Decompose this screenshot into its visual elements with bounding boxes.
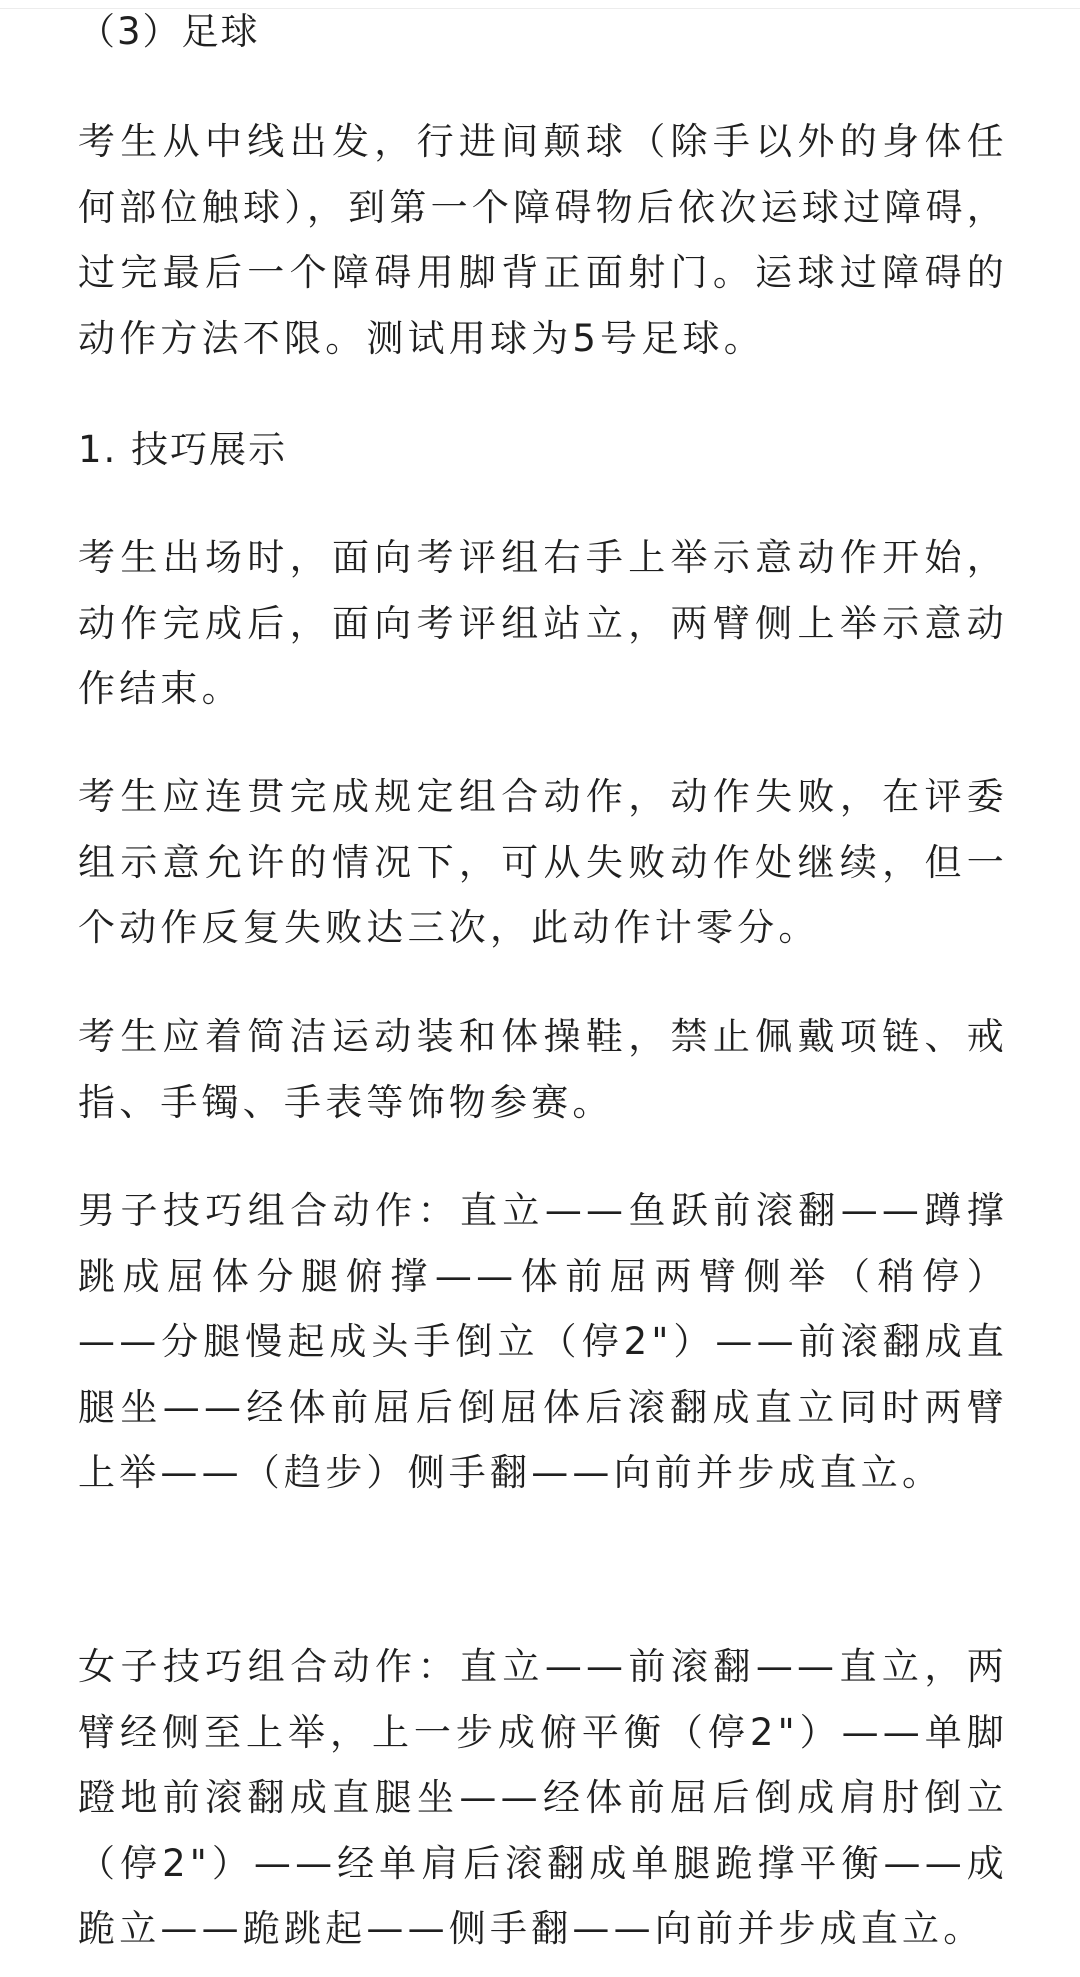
section-heading-football: （3）足球 <box>78 10 260 53</box>
football-rules-paragraph: 考生从中线出发，行进间颠球（除手以外的身体任何部位触球），到第一个障碍物后依次运球过障碍，过完最后一个障碍用脚背正面射门。运球过障碍的动作方法不限。测试用球为5号足球。 <box>78 120 1008 360</box>
female-combination-paragraph: 女子技巧组合动作：直立——前滚翻——直立，两臂经侧至上举，上一步成俯平衡（停2"）——单脚蹬地前滚翻成直腿坐——经体前屈后倒成肩肘倒立（停2"）——经单肩后滚翻成单腿跪撑平衡——成跪立——跪跳起——侧手翻——向前并步成直立。 <box>78 1645 1008 1950</box>
failure-rule-paragraph: 考生应连贯完成规定组合动作，动作失败，在评委组示意允许的情况下，可从失败动作处继续，但一个动作反复失败达三次，此动作计零分。 <box>78 775 1008 949</box>
attire-rule-paragraph: 考生应着简洁运动装和体操鞋，禁止佩戴项链、戒指、手镯、手表等饰物参赛。 <box>78 1015 1008 1124</box>
subheading-skill-display: 1. 技巧展示 <box>78 428 288 471</box>
start-end-signal-paragraph: 考生出场时，面向考评组右手上举示意动作开始，动作完成后，面向考评组站立，两臂侧上举示意动作结束。 <box>78 536 1008 710</box>
male-combination-paragraph: 男子技巧组合动作：直立——鱼跃前滚翻——蹲撑跳成屈体分腿俯撑——体前屈两臂侧举（稍停）——分腿慢起成头手倒立（停2"）——前滚翻成直腿坐——经体前屈后倒屈体后滚翻成直立同时两臂上举——（趋步）侧手翻——向前并步成直立。 <box>78 1189 1008 1494</box>
